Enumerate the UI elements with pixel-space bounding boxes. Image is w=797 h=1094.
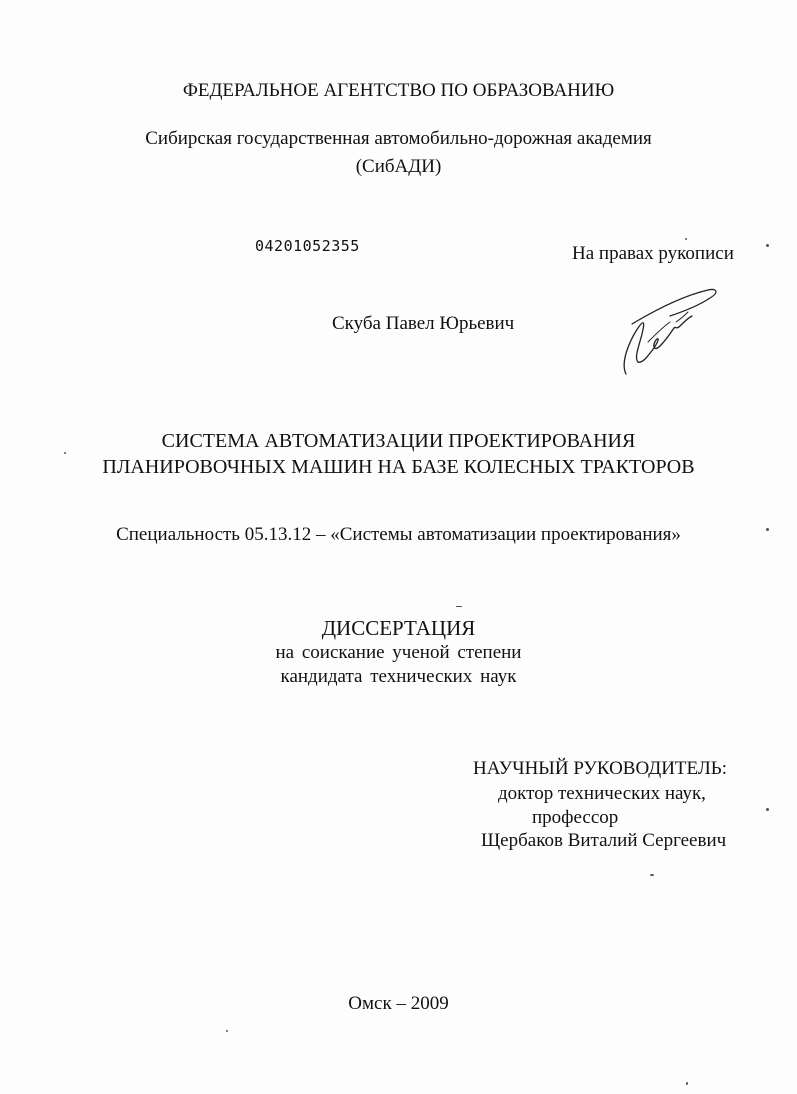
agency-name: ФЕДЕРАЛЬНОЕ АГЕНТСТВО ПО ОБРАЗОВАНИЮ xyxy=(182,80,615,101)
scan-speck xyxy=(766,528,769,531)
scan-speck xyxy=(226,1030,228,1032)
dissertation-title-line-1: СИСТЕМА АВТОМАТИЗАЦИИ ПРОЕКТИРОВАНИЯ xyxy=(161,430,636,452)
author-name: Скуба Павел Юрьевич xyxy=(332,313,515,334)
scan-speck xyxy=(64,452,66,454)
scan-speck xyxy=(685,238,687,240)
supervisor-name: Щербаков Виталий Сергеевич xyxy=(481,830,727,851)
scan-speck xyxy=(686,1082,688,1085)
registration-code: 04201052355 xyxy=(255,237,360,255)
city-year: Омск – 2009 xyxy=(348,993,449,1014)
dissertation-title-line-2: ПЛАНИРОВОЧНЫХ МАШИН НА БАЗЕ КОЛЕСНЫХ ТРАКТОРОВ xyxy=(102,456,695,478)
scan-speck xyxy=(456,606,462,607)
specialty: Специальность 05.13.12 – «Системы автоматизации проектирования» xyxy=(116,524,681,545)
rights-note: На правах рукописи xyxy=(572,243,734,264)
supervisor-heading: НАУЧНЫЙ РУКОВОДИТЕЛЬ: xyxy=(473,758,727,779)
academy-abbreviation: (СибАДИ) xyxy=(355,156,442,177)
degree-line-2: кандидата технических наук xyxy=(280,666,517,687)
document-type: ДИССЕРТАЦИЯ xyxy=(321,616,476,640)
academy-name: Сибирская государственная автомобильно-дорожная академия xyxy=(145,128,652,149)
scan-speck xyxy=(766,808,769,811)
scan-speck xyxy=(766,244,769,247)
signature-icon xyxy=(612,282,722,382)
degree-line-1: на соискание ученой степени xyxy=(275,642,522,663)
scan-speck xyxy=(650,874,654,876)
supervisor-title: профессор xyxy=(532,807,619,828)
supervisor-rank: доктор технических наук, xyxy=(498,783,706,804)
